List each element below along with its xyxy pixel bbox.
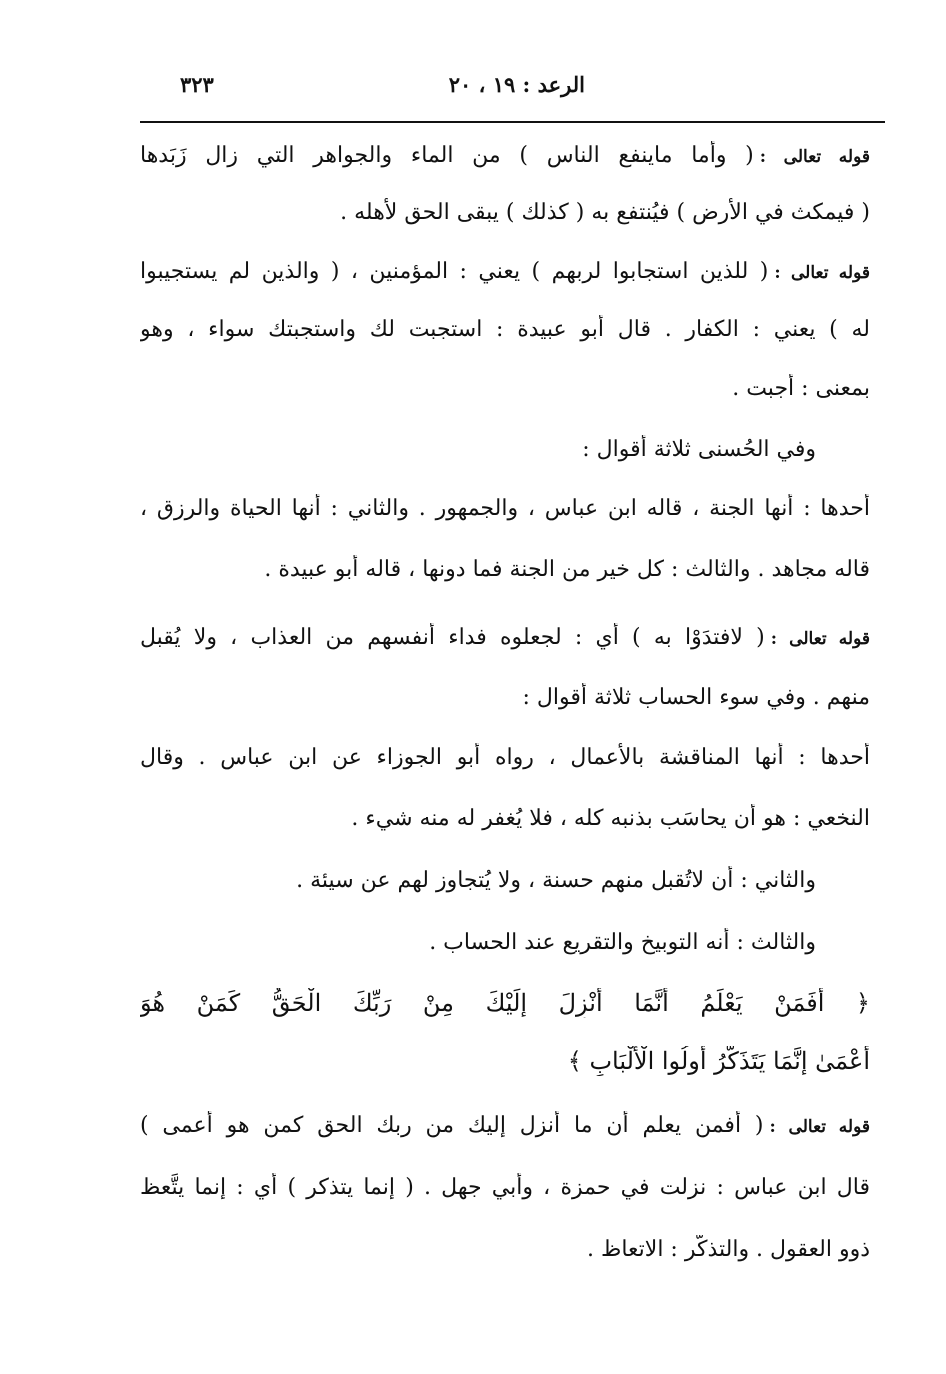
quran-verse-line [140, 988, 870, 1018]
line-text: أحدها : أنها الجنة ، قاله ابن عباس ، والجمهور . والثاني : أنها الحياة والرزق ، [140, 496, 870, 521]
line-text: له ) يعني : الكفار . قال أبو عبيدة : استجبت لك واستجبتك سواء ، وهو [140, 317, 870, 342]
line-text: ذوو العقول . والتذكُّر : الاتعاظ . [587, 1237, 870, 1262]
line-text: ﴿ أَفَمَنْ يَعْلَمُ أَنَّمَا أُنْزِلَ إِلَيْكَ مِنْ رَبِّكَ الْحَقُّ كَمَنْ هُوَ [140, 989, 870, 1017]
line-text: أحدها : أنها المناقشة بالأعمال ، رواه أبو الجوزاء عن ابن عباس . وقال [140, 745, 870, 770]
text-line [140, 198, 870, 228]
text-line [140, 257, 870, 288]
page-header [140, 72, 885, 112]
text-line [140, 804, 870, 834]
line-lead: قوله تعالى : [759, 147, 870, 167]
line-text: ( فيمكث في الأرض ) فيُنتفع به ( كذلك ) يبقى الحق لأهله . [340, 200, 870, 225]
line-text: ( أفمن يعلم أن ما أُنزل إليك من ربك الحق كمن هو أعمى ) [140, 1113, 764, 1138]
text-line [140, 141, 870, 172]
text-line [140, 1235, 870, 1265]
line-lead: قوله تعالى : [769, 1117, 870, 1137]
line-text: قاله مجاهد . والثالث : كل خير من الجنة فما دونها ، قاله أبو عبيدة . [264, 557, 870, 582]
running-head: الرعد : ١٩ ، ٢٠ [448, 72, 585, 97]
line-lead: قوله تعالى : [770, 629, 870, 649]
text-line [140, 435, 816, 465]
text-line [140, 555, 870, 585]
line-text: ( للذين استجابوا لربهم ) يعني : المؤمنين ، ( والذين لم يستجيبوا [140, 259, 769, 284]
header-rule [140, 121, 885, 123]
text-line [140, 866, 816, 896]
line-text: والثالث : أنه التوبيخ والتقريع عند الحساب . [429, 930, 816, 955]
line-text: النخعي : هو أن يحاسَب بذنبه كله ، فلا يُغفر له منه شيء . [351, 806, 870, 831]
page-number: ٣٢٣ [180, 72, 214, 97]
line-text: والثاني : أن لاتُقبل منهم حسنة ، ولا يُتجاوز لهم عن سيئة . [296, 868, 816, 893]
text-line [140, 928, 816, 958]
text-line [140, 683, 870, 713]
text-line [140, 494, 870, 524]
line-text: بمعنى : أجبت . [732, 376, 870, 401]
line-text: ( وأما ماينفع الناس ) من الماء والجواهر التي زال زَبَدها [140, 143, 754, 168]
text-line [140, 315, 870, 345]
line-text: ( لافتدَوْا به ) أي : لجعلوه فداء أنفسهم من العذاب ، ولا يُقبل [140, 625, 765, 650]
text-line [140, 374, 870, 404]
text-line [140, 623, 870, 654]
line-text: قال ابن عباس : نزلت في حمزة ، وأبي جهل . ( إنما يتذكر ) أي : إنما يتَّعظ [140, 1175, 870, 1200]
quran-verse-line [140, 1046, 870, 1076]
line-text: أَعْمَىٰ إِنَّمَا يَتَذَكَّرُ أُولُوا الْأَلْبَابِ ﴾ [567, 1047, 870, 1075]
text-line [140, 743, 870, 773]
text-line [140, 1111, 870, 1142]
text-line [140, 1173, 870, 1203]
line-text: منهم . وفي سوء الحساب ثلاثة أقوال : [522, 685, 870, 710]
line-lead: قوله تعالى : [774, 263, 870, 283]
line-text: وفي الحُسنى ثلاثة أقوال : [582, 437, 816, 462]
